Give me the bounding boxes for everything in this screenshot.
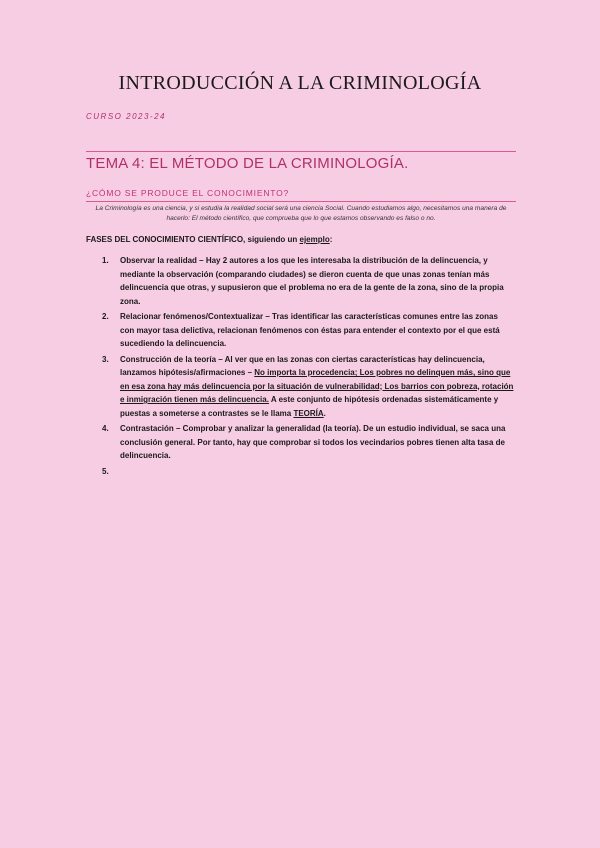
item-text-part: .	[323, 408, 326, 418]
item-number: 2.	[102, 312, 109, 321]
topic-heading: TEMA 4: EL MÉTODO DE LA CRIMINOLOGÍA.	[86, 155, 409, 172]
hypotheses-underlined: No importa la procedencia; Los pobres no delinquen más, sino que en esa zona hay más delincuencia por la situación de vulnerabilidad; Los barrios con pobreza, rotación e inmigración tienen más delincuencia.	[120, 368, 514, 404]
item-text-part: Construcción de la teoría – Al ver que en las zonas con ciertas características hay delincuencia, lanzamos hipótesis/afirmaciones –	[120, 354, 485, 377]
list-item	[102, 353, 514, 421]
item-text: Relacionar fenómenos/Contextualizar – Tras identificar las características comunes entre las zonas con mayor tasa delictiva, relacionan fenómenos con éstas para entender el contexto por el que está sucediendo la delincuencia.	[120, 312, 500, 348]
phases-list	[102, 254, 514, 476]
list-item	[102, 422, 514, 463]
divider-line	[86, 151, 516, 152]
phases-lead: FASES DEL CONOCIMIENTO CIENTÍFICO, siguiendo un	[86, 235, 300, 244]
item-text-part: A este conjunto de hipótesis ordenadas sistemáticamente y puestas a someterse a contrastes se le llama	[120, 395, 499, 418]
intro-paragraph: La Criminología es una ciencia, y si estudia la realidad social será una ciencia Social. Cuando estudiamos algo, necesitamos una manera de hacerlo: El método científico, que comprueba que lo que estamos observando es falso o no.	[95, 205, 507, 222]
theory-term: TEORÍA	[293, 408, 324, 418]
phases-heading	[86, 235, 332, 244]
item-number: 1.	[102, 256, 109, 265]
document-title: INTRODUCCIÓN A LA CRIMINOLOGÍA	[118, 72, 482, 94]
course-label: CURSO 2023-24	[86, 112, 166, 121]
phases-tail: :	[329, 235, 333, 244]
list-item	[102, 254, 514, 308]
item-number: 3.	[102, 354, 109, 364]
item-number: 4.	[102, 424, 109, 433]
item-text: Contrastación – Comprobar y analizar la generalidad (la teoría). De un estudio individual, se saca una conclusión general. Por tanto, hay que comprobar si todos los vecindarios pobres tienen alta tasa de delincuencia.	[120, 424, 506, 460]
phases-example-link: ejemplo	[299, 235, 330, 244]
subheading-divider	[86, 201, 516, 202]
item-number: 5.	[102, 466, 109, 476]
section-subheading: ¿CÓMO SE PRODUCE EL CONOCIMIENTO?	[86, 188, 290, 198]
list-item	[102, 310, 514, 351]
item-text: Observar la realidad – Hay 2 autores a los que les interesaba la distribución de la delincuencia, y mediante la observación (comparando ciudades) se dieron cuenta de que unas zonas tenían más delincuencia que otras, y supusieron que el problema no era de la gente de la zona, sino de la propia zona.	[120, 256, 504, 306]
